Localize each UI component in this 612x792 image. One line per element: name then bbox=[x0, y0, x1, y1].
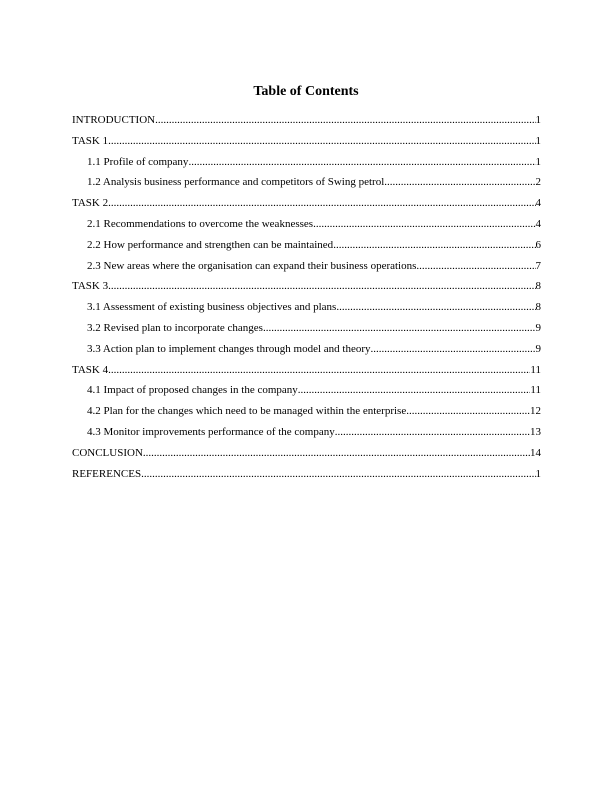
toc-page-number: 11 bbox=[530, 384, 541, 397]
toc-entry-title: TASK 4 bbox=[72, 363, 109, 376]
toc-entry[interactable] bbox=[72, 113, 541, 134]
toc-dot-leader bbox=[188, 155, 535, 169]
toc-dot-leader bbox=[141, 467, 535, 481]
toc-entry-title: 4.2 Plan for the changes which need to be managed within the enterprise bbox=[87, 405, 407, 418]
toc-entry[interactable] bbox=[72, 383, 541, 404]
toc-page-number: 4 bbox=[535, 197, 541, 210]
toc-page-number: 7 bbox=[535, 259, 541, 272]
toc-page-number: 8 bbox=[535, 301, 541, 314]
toc-page-number: 13 bbox=[530, 425, 541, 438]
toc-entry[interactable] bbox=[72, 175, 541, 196]
toc-entry-title: CONCLUSION bbox=[72, 446, 143, 459]
toc-dot-leader bbox=[108, 279, 535, 293]
toc-page-number: 12 bbox=[530, 405, 541, 418]
toc-dot-leader bbox=[108, 363, 530, 377]
toc-entry[interactable] bbox=[72, 342, 541, 363]
toc-page-number: 1 bbox=[535, 155, 541, 168]
toc-page-number: 8 bbox=[535, 280, 541, 293]
toc-entry-title: INTRODUCTION bbox=[72, 114, 156, 126]
toc-dot-leader bbox=[333, 238, 535, 252]
toc-dot-leader bbox=[263, 321, 536, 335]
toc-entry-title: 4.1 Impact of proposed changes in the company bbox=[87, 384, 298, 397]
toc-dot-leader bbox=[298, 383, 531, 397]
toc-page-number: 4 bbox=[535, 217, 541, 230]
toc-entry[interactable] bbox=[72, 363, 541, 384]
toc-entry[interactable] bbox=[72, 196, 541, 217]
toc-entry[interactable] bbox=[72, 279, 541, 300]
toc-entry-title: REFERENCES bbox=[72, 467, 142, 480]
toc-entry[interactable] bbox=[72, 404, 541, 425]
toc-entry[interactable] bbox=[72, 217, 541, 238]
toc-entry-title: 3.1 Assessment of existing business objectives and plans bbox=[87, 301, 337, 314]
toc-dot-leader bbox=[384, 175, 535, 189]
toc-entry-title: 2.1 Recommendations to overcome the weaknesses bbox=[87, 217, 314, 230]
toc-entry-title: 1.2 Analysis business performance and competitors of Swing petrol bbox=[87, 176, 385, 189]
toc-entry-title: TASK 1 bbox=[72, 134, 109, 147]
toc-entry[interactable] bbox=[72, 259, 541, 280]
table-of-contents bbox=[72, 113, 541, 487]
toc-heading: Table of Contents bbox=[253, 84, 359, 99]
toc-entry-title: TASK 3 bbox=[72, 280, 109, 293]
toc-page-number: 9 bbox=[535, 321, 541, 334]
toc-dot-leader bbox=[313, 217, 535, 231]
toc-page-number: 11 bbox=[530, 363, 541, 376]
toc-entry-title: 2.3 New areas where the organisation can expand their business operations bbox=[87, 259, 417, 272]
toc-dot-leader bbox=[108, 134, 535, 148]
toc-dot-leader bbox=[336, 300, 535, 314]
toc-entry[interactable] bbox=[72, 134, 541, 155]
toc-dot-leader bbox=[335, 425, 530, 439]
toc-page-number: 1 bbox=[535, 134, 541, 147]
toc-entry[interactable] bbox=[72, 238, 541, 259]
toc-dot-leader bbox=[406, 404, 530, 418]
toc-entry-title: 3.3 Action plan to implement changes through model and theory bbox=[87, 342, 371, 355]
toc-entry[interactable] bbox=[72, 300, 541, 321]
toc-entry-title: 1.1 Profile of company bbox=[87, 155, 189, 168]
toc-dot-leader bbox=[155, 113, 535, 127]
toc-entry-title: 2.2 How performance and strengthen can be maintained bbox=[87, 238, 334, 251]
toc-entry[interactable] bbox=[72, 425, 541, 446]
toc-dot-leader bbox=[143, 446, 530, 460]
toc-page-number: 1 bbox=[535, 114, 541, 126]
toc-entry[interactable] bbox=[72, 467, 541, 488]
toc-page-number: 9 bbox=[535, 342, 541, 355]
toc-dot-leader bbox=[108, 196, 535, 210]
toc-entry-title: TASK 2 bbox=[72, 197, 109, 210]
toc-page-number: 14 bbox=[530, 446, 541, 459]
toc-page-number: 1 bbox=[535, 467, 541, 480]
toc-entry[interactable] bbox=[72, 155, 541, 176]
toc-dot-leader bbox=[416, 259, 535, 273]
toc-entry[interactable] bbox=[72, 321, 541, 342]
toc-entry[interactable] bbox=[72, 446, 541, 467]
toc-page-number: 2 bbox=[535, 176, 541, 189]
toc-dot-leader bbox=[371, 342, 536, 356]
toc-entry-title: 3.2 Revised plan to incorporate changes bbox=[87, 321, 263, 334]
toc-entry-title: 4.3 Monitor improvements performance of the company bbox=[87, 425, 335, 438]
toc-page-number: 6 bbox=[535, 238, 541, 251]
